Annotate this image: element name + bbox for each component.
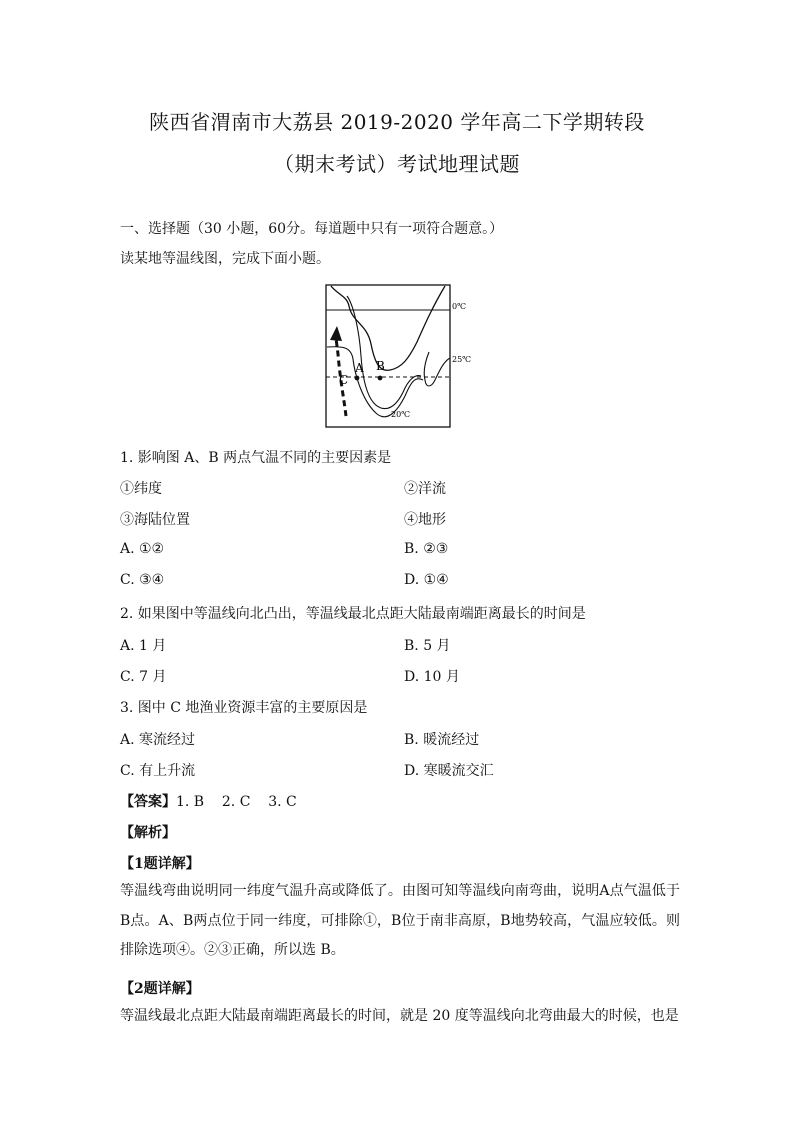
label-b: B bbox=[376, 359, 385, 373]
question-2-stem: 2. 如果图中等温线向北凸出，等温线最北点距大陆最南端距离最长的时间是 bbox=[120, 606, 586, 622]
q3-option-c: C. 有上升流 bbox=[120, 763, 196, 779]
q2-option-d: D. 10 月 bbox=[404, 669, 460, 685]
q1-item-3: ③海陆位置 bbox=[120, 512, 190, 528]
isotherm-map-figure bbox=[325, 284, 475, 429]
q1-item-2: ②洋流 bbox=[404, 481, 446, 497]
section-heading: 一、选择题（30 小题，60分。每道题中只有一项符合题意。） bbox=[120, 221, 504, 237]
q1-option-b: B. ②③ bbox=[404, 541, 449, 557]
label-isotherm-20: 20℃ bbox=[391, 410, 411, 419]
answer-label: 【答案】 bbox=[120, 794, 176, 810]
answer-line bbox=[120, 791, 297, 811]
detail-2-label: 【2题详解】 bbox=[120, 981, 200, 997]
detail-1-text: 等温线弯曲说明同一纬度气温升高或降低了。由图可知等温线向南弯曲，说明A点气温低于B点。A、B两点位于同一纬度，可排除①，B位于南非高原，B地势较高，气温应较低。则排除选项④。②③正确，所以选 B。 bbox=[120, 883, 680, 958]
q2-option-b: B. 5 月 bbox=[404, 638, 451, 654]
detail-1-label: 【1题详解】 bbox=[120, 856, 200, 872]
isotherm-20 bbox=[347, 296, 421, 409]
q1-option-d: D. ①④ bbox=[404, 572, 449, 588]
arrow-head bbox=[330, 326, 342, 341]
point-a bbox=[355, 376, 360, 381]
q1-item-1: ①纬度 bbox=[120, 481, 162, 497]
question-3-stem: 3. 图中 C 地渔业资源丰富的主要原因是 bbox=[120, 700, 368, 716]
q3-option-d: D. 寒暖流交汇 bbox=[404, 763, 494, 779]
q1-item-4: ④地形 bbox=[404, 512, 446, 528]
document-title-line1: 陕西省渭南市大荔县 2019-2020 学年高二下学期转段 bbox=[149, 110, 645, 134]
q1-option-a: A. ①② bbox=[120, 541, 165, 557]
q1-option-c: C. ③④ bbox=[120, 572, 165, 588]
section-intro: 读某地等温线图，完成下面小题。 bbox=[120, 251, 330, 267]
q2-option-c: C. 7 月 bbox=[120, 669, 167, 685]
label-isotherm-25: 25℃ bbox=[452, 355, 472, 364]
label-isotherm-0: 0℃ bbox=[452, 302, 467, 311]
label-a: A bbox=[355, 361, 364, 375]
q3-option-b: B. 暖流经过 bbox=[404, 732, 480, 748]
isotherm-25-loop bbox=[424, 352, 450, 386]
document-title-line2: （期末考试）考试地理试题 bbox=[274, 152, 520, 176]
analysis-label: 【解析】 bbox=[120, 825, 176, 841]
q3-option-a: A. 寒流经过 bbox=[120, 732, 196, 748]
point-b bbox=[378, 376, 383, 381]
answer-text: 1. B 2. C 3. C bbox=[176, 794, 297, 810]
label-c: C bbox=[339, 373, 349, 387]
question-1-stem: 1. 影响图 A、B 两点气温不同的主要因素是 bbox=[120, 450, 392, 466]
detail-2-text: 等温线最北点距大陆最南端距离最长的时间，就是 20 度等温线向北弯曲最大的时候，也是 bbox=[120, 1008, 679, 1024]
q2-option-a: A. 1 月 bbox=[120, 638, 167, 654]
